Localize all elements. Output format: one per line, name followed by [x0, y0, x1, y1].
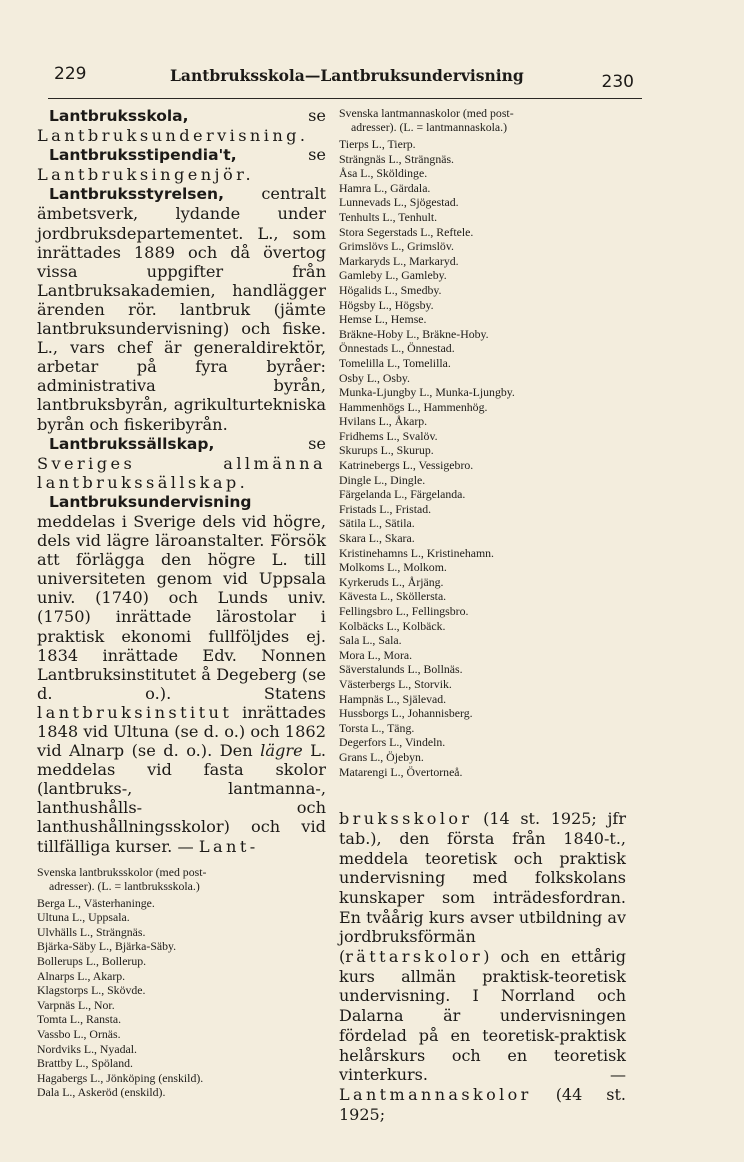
list-item: Skara L., Skara. [339, 531, 415, 546]
list-item: Stora Segerstads L., Reftele. [339, 224, 474, 239]
list-item: Tomta L., Ransta. [37, 1012, 122, 1027]
list-item: Bräkne-Hoby L., Bräkne-Hoby. [339, 326, 489, 341]
list-item: Kyrkeruds L., Årjäng. [339, 574, 444, 589]
entry-lantbruksstyrelsen: Lantbruksstyrelsen, centralt ämbetsverk, lydande under jordbruksdepartementet. L., som inrättades 1889 och då övertog vissa uppgifter från Lantbruksakademien, handlägger ärenden rör. lantbruk (jämte lantbruksundervisning) och fiske. L., vars chef är generaldirektör, arbetar på fyra byråer: administrativa byrån, lantbruksbyrån, agrikulturtekniska byrån och fiskeribyrån. [37, 184, 326, 434]
list-item: Tenhults L., Tenhult. [339, 209, 438, 224]
list-item: Osby L., Osby. [339, 370, 410, 385]
list-item: Berga L., Västerhaninge. [37, 895, 155, 910]
list-item: Tomelilla L., Tomelilla. [339, 355, 451, 370]
entry-lantbrukssallskap: Lantbrukssällskap, se Sveriges allmänna lantbrukssällskap. [37, 433, 326, 492]
page-header [48, 58, 642, 99]
cross-reference: Lantbruksingenjör. [37, 165, 255, 185]
list-item: Ultuna L., Uppsala. [37, 910, 130, 925]
left-entries [37, 106, 326, 856]
list-item: Hvilans L., Åkarp. [339, 414, 428, 429]
list-item: Sala L., Sala. [339, 633, 402, 648]
entry-lantbruksundervisning: Lantbruksundervisning meddelas i Sverige dels vid högre, dels vid lägre läroanstalter. Försök att förlägga den högre L. till universiteten genom vid Uppsala univ. (1740) och Lunds univ. (1750) inrättade lärostolar i praktisk ekonomi fullföljdes ej. 1834 inrättade Edv. Nonnen Lantbruksinstitutet å Degeberg (se d. o.). Statens lantbruksinstitut inrättades 1848 vid Ultuna (se d. o.) och 1862 vid Alnarp (se d. o.). Den lägre L. meddelas vid fasta skolor (lantbruks-, lantmanna-, lanthushålls- och lanthushållningsskolor) och vid tillfälliga kurser. — Lant- [37, 492, 326, 856]
right-column [339, 106, 626, 1124]
list-item: Säverstalunds L., Bollnäs. [339, 662, 463, 677]
list-item: Sätila L., Sätila. [339, 516, 415, 531]
list-item: Dingle L., Dingle. [339, 472, 426, 487]
page-number-right: 230 [601, 72, 634, 92]
list-item: Skurups L., Skurup. [339, 443, 434, 458]
list-item: Degerfors L., Vindeln. [339, 735, 446, 750]
list-item: Hammenhögs L., Hammenhög. [339, 399, 488, 414]
cross-reference: Lantbruksundervisning. [37, 126, 309, 146]
list-item: Kristinehamns L., Kristinehamn. [339, 545, 494, 560]
lantbruksskolor-list-title: Svenska lantbruksskolor (med post- adresser). (L. = lantbruksskola.) [37, 864, 207, 893]
list-item: Vassbo L., Ornäs. [37, 1027, 121, 1041]
entry-lantbruksstipendiat: Lantbruksstipendia't, se Lantbruksingenjör. [37, 145, 326, 185]
list-item: Lunnevads L., Sjögestad. [339, 195, 459, 210]
list-item: Matarengi L., Övertorneå. [339, 764, 463, 779]
list-item: Bollerups L., Bollerup. [37, 954, 147, 969]
lantbruksskolor-list [37, 896, 326, 1100]
lantmannaskolor-list [339, 137, 626, 779]
left-column [37, 106, 326, 1100]
list-item: Dala L., Askeröd (enskild). [37, 1085, 166, 1100]
list-item: Brattby L., Spöland. [37, 1056, 134, 1071]
list-item: Mora L., Mora. [339, 647, 413, 662]
list-item: Färgelanda L., Färgelanda. [339, 487, 466, 502]
cross-reference: Sveriges allmänna lantbrukssällskap. [37, 453, 326, 492]
list-item: Hemse L., Hemse. [339, 312, 427, 327]
page-number-left: 229 [54, 64, 87, 84]
list-item: Västerbergs L., Storvik. [339, 676, 452, 691]
entry-lantbruksskola: Lantbruksskola, se Lantbruksundervisning. [37, 106, 326, 146]
list-item: Grans L., Öjebyn. [339, 749, 424, 764]
list-item: Kolbäcks L., Kolbäck. [339, 618, 446, 633]
list-item: Kävesta L., Sköllersta. [339, 589, 447, 604]
list-item: Katrinebergs L., Vessigebro. [339, 458, 474, 473]
list-item: Fellingsbro L., Fellingsbro. [339, 604, 469, 618]
list-item: Tierps L., Tierp. [339, 137, 416, 151]
list-item: Molkoms L., Molkom. [339, 560, 447, 575]
list-item: Munka-Ljungby L., Munka-Ljungby. [339, 385, 515, 400]
list-item: Bjärka-Säby L., Bjärka-Säby. [37, 939, 177, 954]
list-item: Högsby L., Högsby. [339, 297, 434, 312]
list-item: Grimslövs L., Grimslöv. [339, 239, 454, 254]
list-item: Önnestads L., Önnestad. [339, 341, 455, 356]
list-item: Hussborgs L., Johannisberg. [339, 706, 473, 721]
list-item: Hampnäs L., Själevad. [339, 691, 447, 706]
list-item: Alnarps L., Akarp. [37, 968, 126, 983]
list-item: Torsta L., Täng. [339, 720, 415, 735]
list-item: Fristads L., Fristad. [339, 501, 432, 516]
list-item: Markaryds L., Markaryd. [339, 253, 459, 268]
list-item: Nordviks L., Nyadal. [37, 1041, 137, 1056]
list-item: Fridhems L., Svalöv. [339, 428, 438, 443]
list-item: Strängnäs L., Strängnäs. [339, 151, 455, 166]
list-item: Åsa L., Sköldinge. [339, 166, 428, 181]
list-item: Hagabergs L., Jönköping (enskild). [37, 1070, 204, 1085]
list-item: Ulvhälls L., Strängnäs. [37, 924, 146, 939]
lantbruksundervisning-continuation: bruksskolor (14 st. 1925; jfr tab.), den första från 1840-t., meddela teoretisk och praktisk undervisning med folkskolans kunskaper som inträdesfordran. En tvåårig kurs avser utbildning av jordbruksförmän (rättarskolor) och en ettårig kurs allmän praktisk-teoretisk undervisning. I Norrland och Dalarna är undervisningen fördelad på en teoretisk-praktisk helårskurs och en teoretisk vinterkurs. — Lantmannaskolor (44 st. 1925; [339, 809, 626, 1124]
list-item: Hamra L., Gärdala. [339, 180, 431, 195]
lantmannaskolor-list-title: Svenska lantmannaskolor (med post- adresser). (L. = lantmannaskola.) [339, 106, 514, 134]
list-item: Högalids L., Smedby. [339, 282, 442, 297]
list-item: Varpnäs L., Nor. [37, 997, 115, 1012]
list-item: Gamleby L., Gamleby. [339, 268, 447, 283]
running-title: Lantbruksskola—Lantbruksundervisning [170, 66, 524, 85]
list-item: Klagstorps L., Skövde. [37, 983, 146, 998]
